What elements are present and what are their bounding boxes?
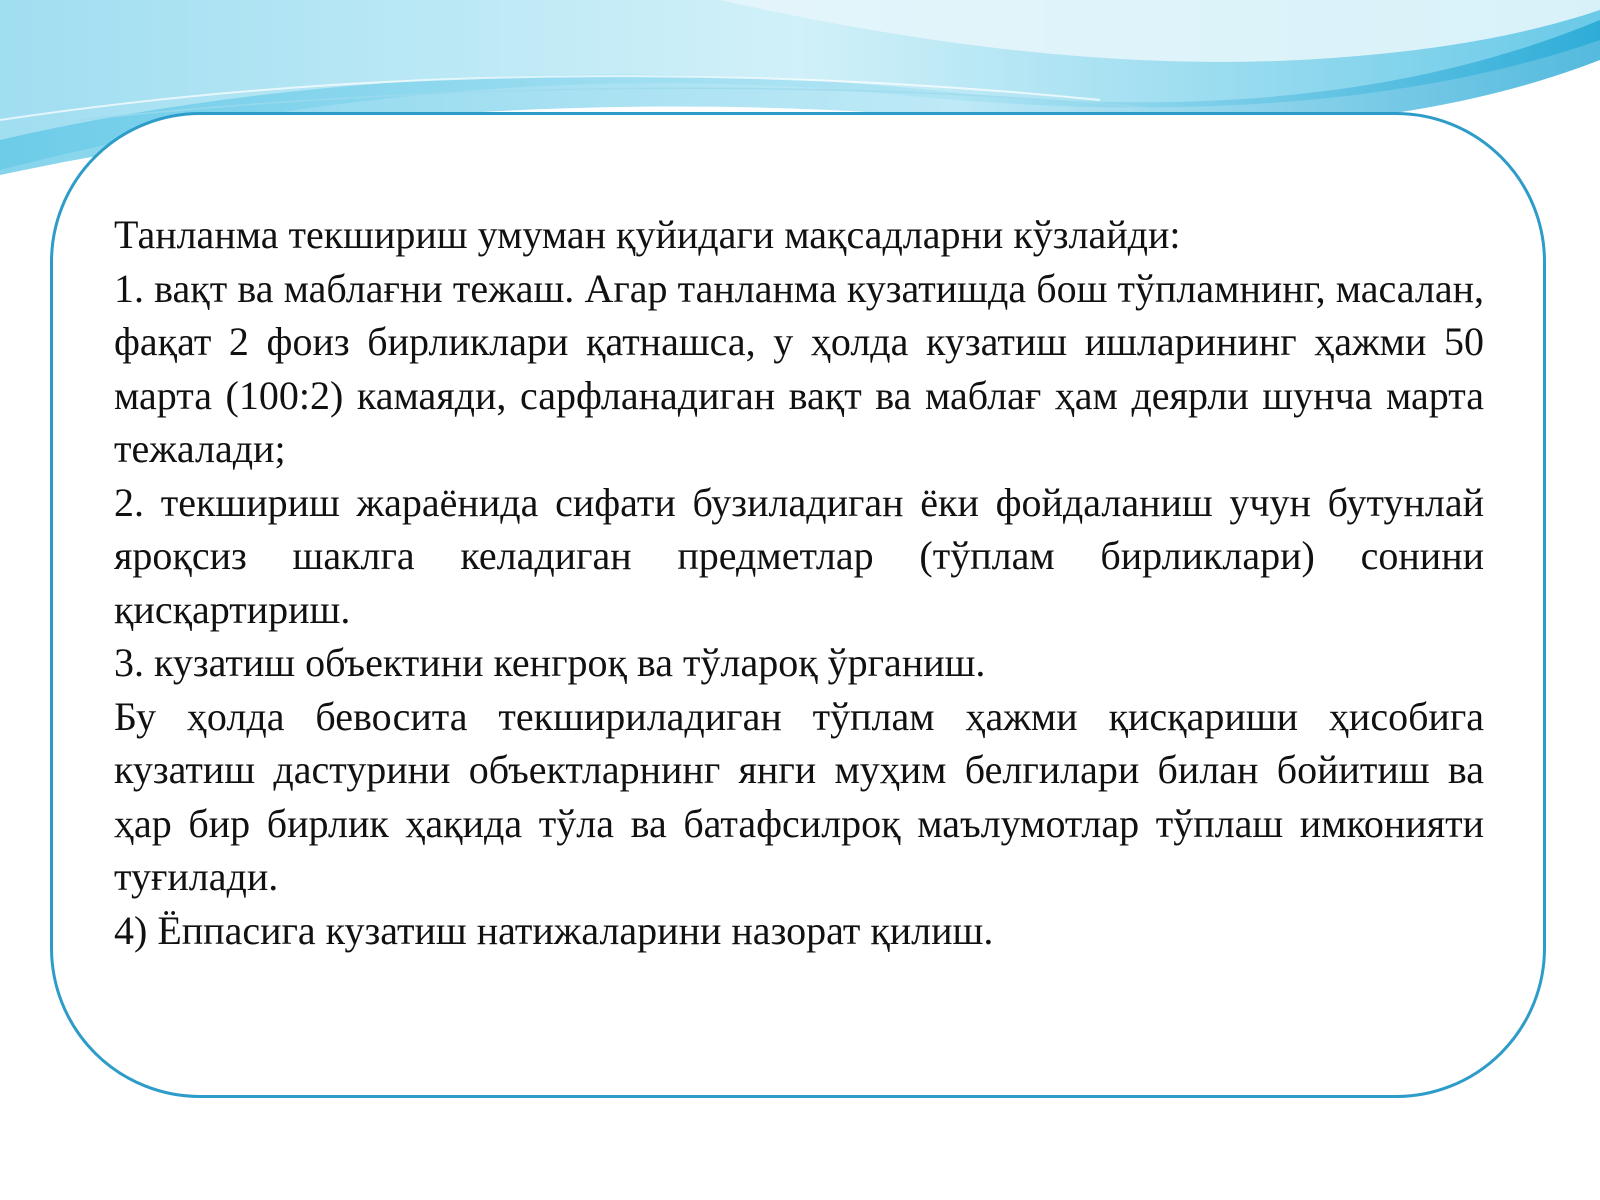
body-text — [114, 208, 1484, 957]
point-2-paragraph: 2. текшириш жараёнида сифати бузиладиган ёки фойдаланиш учун бутунлай яроқсиз шаклга келадиган предметлар (тўплам бирликлари) сонини қисқартириш. — [114, 479, 1484, 632]
point-4-paragraph: 4) Ёппасига кузатиш натижаларини назорат қилиш. — [114, 907, 994, 953]
explanation-paragraph: Бу ҳолда бевосита текшириладиган тўплам ҳажми қисқариши ҳисобига кузатиш дастурини объектларнинг янги муҳим белгилари билан бойитиш ва ҳар бир бирлик ҳақида тўла ва батафсилроқ маълумотлар тўплаш имконияти туғилади. — [114, 693, 1484, 899]
point-1-paragraph: 1. вақт ва маблағни тежаш. Агар танланма кузатишда бош тўпламнинг, масалан, фақат 2 фоиз бирликлари қатнашса, у ҳолда кузатиш ишларининг ҳажми 50 марта (100:2) камаяди, сарфланадиган вақт ва маблағ ҳам деярли шунча марта тежалади; — [114, 265, 1484, 471]
intro-paragraph: Танланма текшириш умуман қуйидаги мақсадларни кўзлайди: — [114, 212, 1181, 257]
point-3-paragraph: 3. кузатиш объектини кенгроқ ва тўлароқ ўрганиш. — [114, 640, 986, 685]
